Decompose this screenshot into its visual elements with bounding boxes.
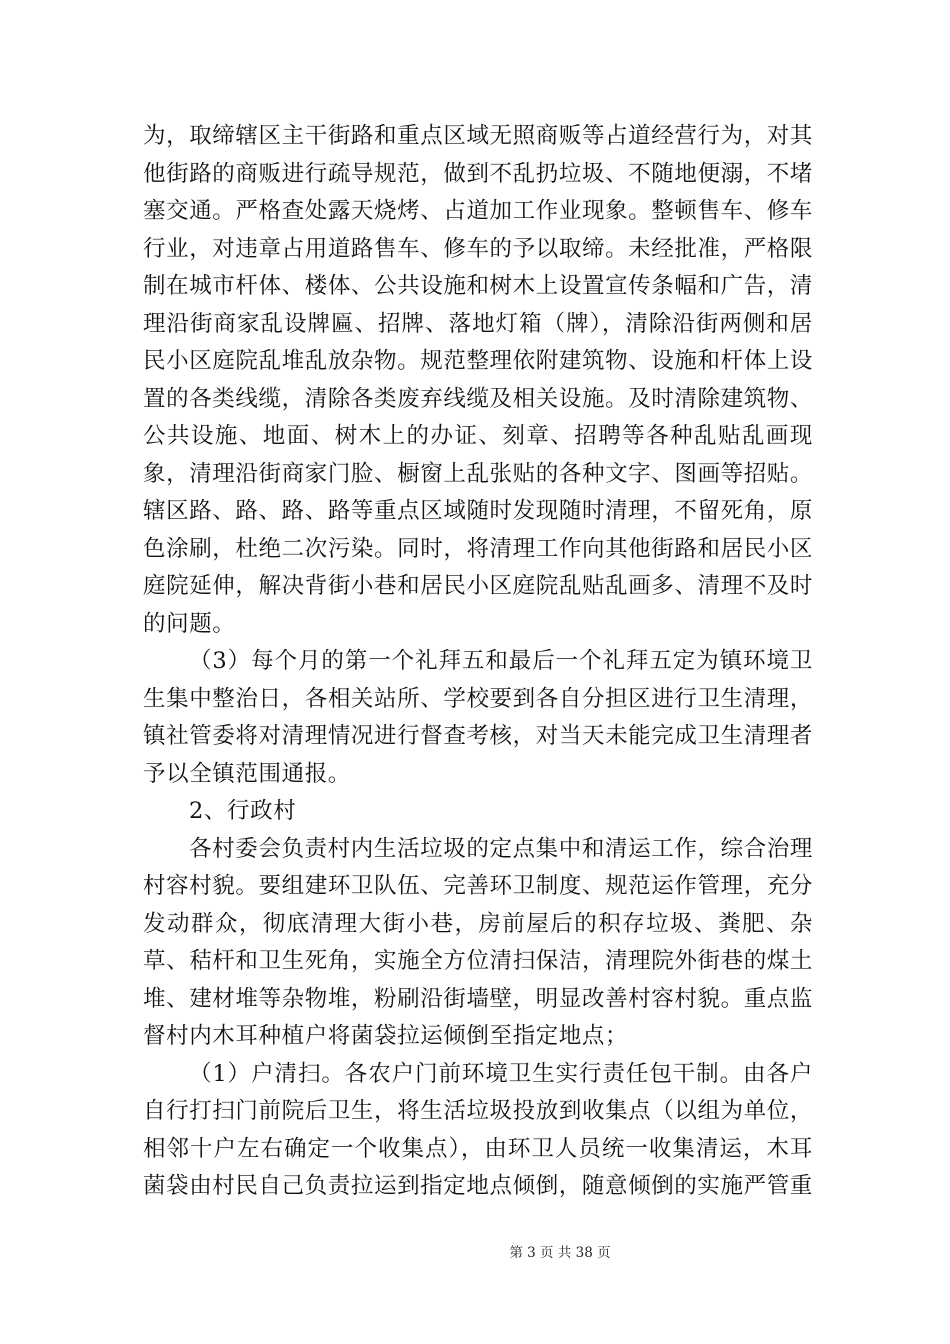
page-footer [0,1241,950,1261]
section-heading-admin-village: 2、行政村 [189,798,297,824]
paragraph-continuation: 为，取缔辖区主干街路和重点区域无照商贩等占道经营行为，对其他街路的商贩进行疏导规范，做到不乱扔垃圾、不随地便溺，不堵塞交通。严格查处露天烧烤、占道加工作业现象。整顿售车、修车行业，对违章占用道路售车、修车的予以取缔。未经批准，严格限制在城市杆体、楼体、公共设施和树木上设置宣传条幅和广告，清理沿街商家乱设牌匾、招牌、落地灯箱（牌），清除沿街两侧和居民小区庭院乱堆乱放杂物。规范整理依附建筑物、设施和杆体上设置的各类线缆，清除各类废弃线缆及相关设施。及时清除建筑物、公共设施、地面、树木上的办证、刻章、招聘等各种乱贴乱画现象，清理沿街商家门脸、橱窗上乱张贴的各种文字、图画等招贴。辖区路、路、路、路等重点区域随时发现随时清理，不留死角，原色涂刷，杜绝二次污染。同时，将清理工作向其他街路和居民小区庭院延伸，解决背街小巷和居民小区庭院乱贴乱画多、清理不及时的问题。 [143,123,813,637]
page-number: 第 3 页 共 38 页 [509,1245,611,1261]
paragraph-item-3: （3）每个月的第一个礼拜五和最后一个礼拜五定为镇环境卫生集中整治日，各相关站所、学校要到各自分担区进行卫生清理，镇社管委将对清理情况进行督查考核，对当天未能完成卫生清理者予以全镇范围通报。 [143,648,813,787]
document-body [143,118,813,1206]
paragraph-household-cleaning: （1）户清扫。各农户门前环境卫生实行责任包干制。由各户自行打扫门前院后卫生，将生活垃圾投放到收集点（以组为单位，相邻十户左右确定一个收集点），由环卫人员统一收集清运，木耳菌袋由村民自己负责拉运到指定地点倾倒，随意倾倒的实施严管重 [143,1060,813,1199]
paragraph-village-committee: 各村委会负责村内生活垃圾的定点集中和清运工作，综合治理村容村貌。要组建环卫队伍、完善环卫制度、规范运作管理，充分发动群众，彻底清理大街小巷，房前屋后的积存垃圾、粪肥、杂草、秸杆和卫生死角，实施全方位清扫保洁，清理院外街巷的煤土堆、建材堆等杂物堆，粉刷沿街墙壁，明显改善村容村貌。重点监督村内木耳种植户将菌袋拉运倾倒至指定地点； [143,835,813,1049]
